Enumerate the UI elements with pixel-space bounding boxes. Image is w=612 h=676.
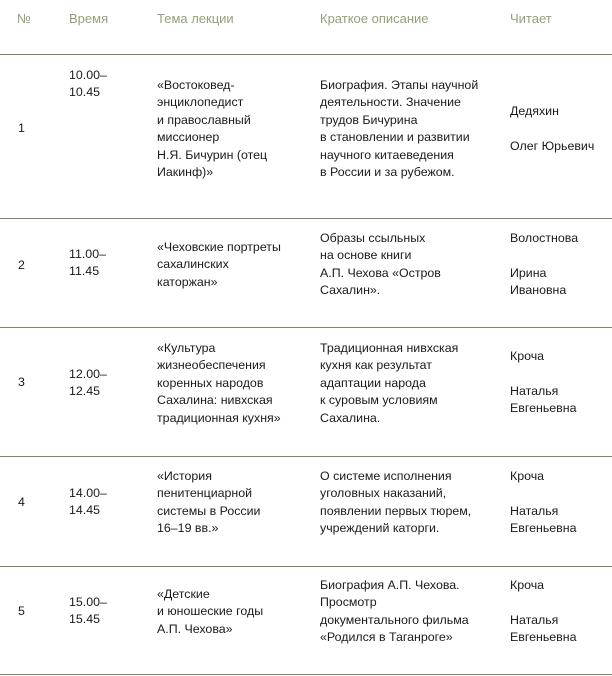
row-number: 3 xyxy=(18,375,25,389)
topic-cell: «Чеховские портреты сахалинских каторжан» xyxy=(157,240,281,289)
header-description: Краткое описание xyxy=(320,11,429,26)
row-divider xyxy=(0,674,612,675)
description-cell: Образы ссыльных на основе книги А.П. Чехова «Остров Сахалин». xyxy=(320,231,441,298)
row-number: 2 xyxy=(18,258,25,272)
description-cell: Биография. Этапы научной деятельности. Значение трудов Бичурина в становлении и развитии научного китаеведения в России и за рубежом. xyxy=(320,78,479,180)
lecturer-cell: Кроча Наталья Евгеньевна xyxy=(510,469,577,536)
header-lecturer: Читает xyxy=(510,11,552,26)
row-divider xyxy=(0,54,612,55)
topic-cell: «Культура жизнеобеспечения коренных народов Сахалина: нивхская традиционная кухня» xyxy=(157,341,281,425)
row-divider xyxy=(0,566,612,567)
row-divider xyxy=(0,327,612,328)
time-cell: 10.00– 10.45 xyxy=(69,68,107,100)
lecturer-cell: Волостнова Ирина Ивановна xyxy=(510,231,579,298)
topic-cell: «История пенитенциарной системы в России 16–19 вв.» xyxy=(157,469,261,536)
row-number: 5 xyxy=(18,604,25,618)
row-number: 4 xyxy=(18,495,25,509)
time-cell: 14.00– 14.45 xyxy=(69,486,107,518)
time-cell: 15.00– 15.45 xyxy=(69,595,107,627)
lecturer-cell: Кроча Наталья Евгеньевна xyxy=(510,578,577,645)
description-cell: Биография А.П. Чехова. Просмотр документального фильма «Родился в Таганроге» xyxy=(320,578,469,645)
lecturer-cell: Дедяхин Олег Юрьевич xyxy=(510,104,595,153)
description-cell: О системе исполнения уголовных наказаний, появлении первых тюрем, учреждений каторги. xyxy=(320,469,472,536)
row-divider xyxy=(0,218,612,219)
topic-cell: «Востоковед- энциклопедист и православный миссионер Н.Я. Бичурин (отец Иакинф)» xyxy=(157,78,268,180)
description-cell: Традиционная нивхская кухня как результат адаптации народа к суровым условиям Сахалина. xyxy=(320,341,459,425)
time-cell: 11.00– 11.45 xyxy=(69,247,106,279)
header-number: № xyxy=(17,11,31,26)
time-cell: 12.00– 12.45 xyxy=(69,367,107,399)
header-topic: Тема лекции xyxy=(157,11,234,26)
lecturer-cell: Кроча Наталья Евгеньевна xyxy=(510,349,577,416)
topic-cell: «Детские и юношеские годы А.П. Чехова» xyxy=(157,587,264,636)
header-time: Время xyxy=(69,11,109,26)
row-number: 1 xyxy=(18,121,25,135)
row-divider xyxy=(0,456,612,457)
